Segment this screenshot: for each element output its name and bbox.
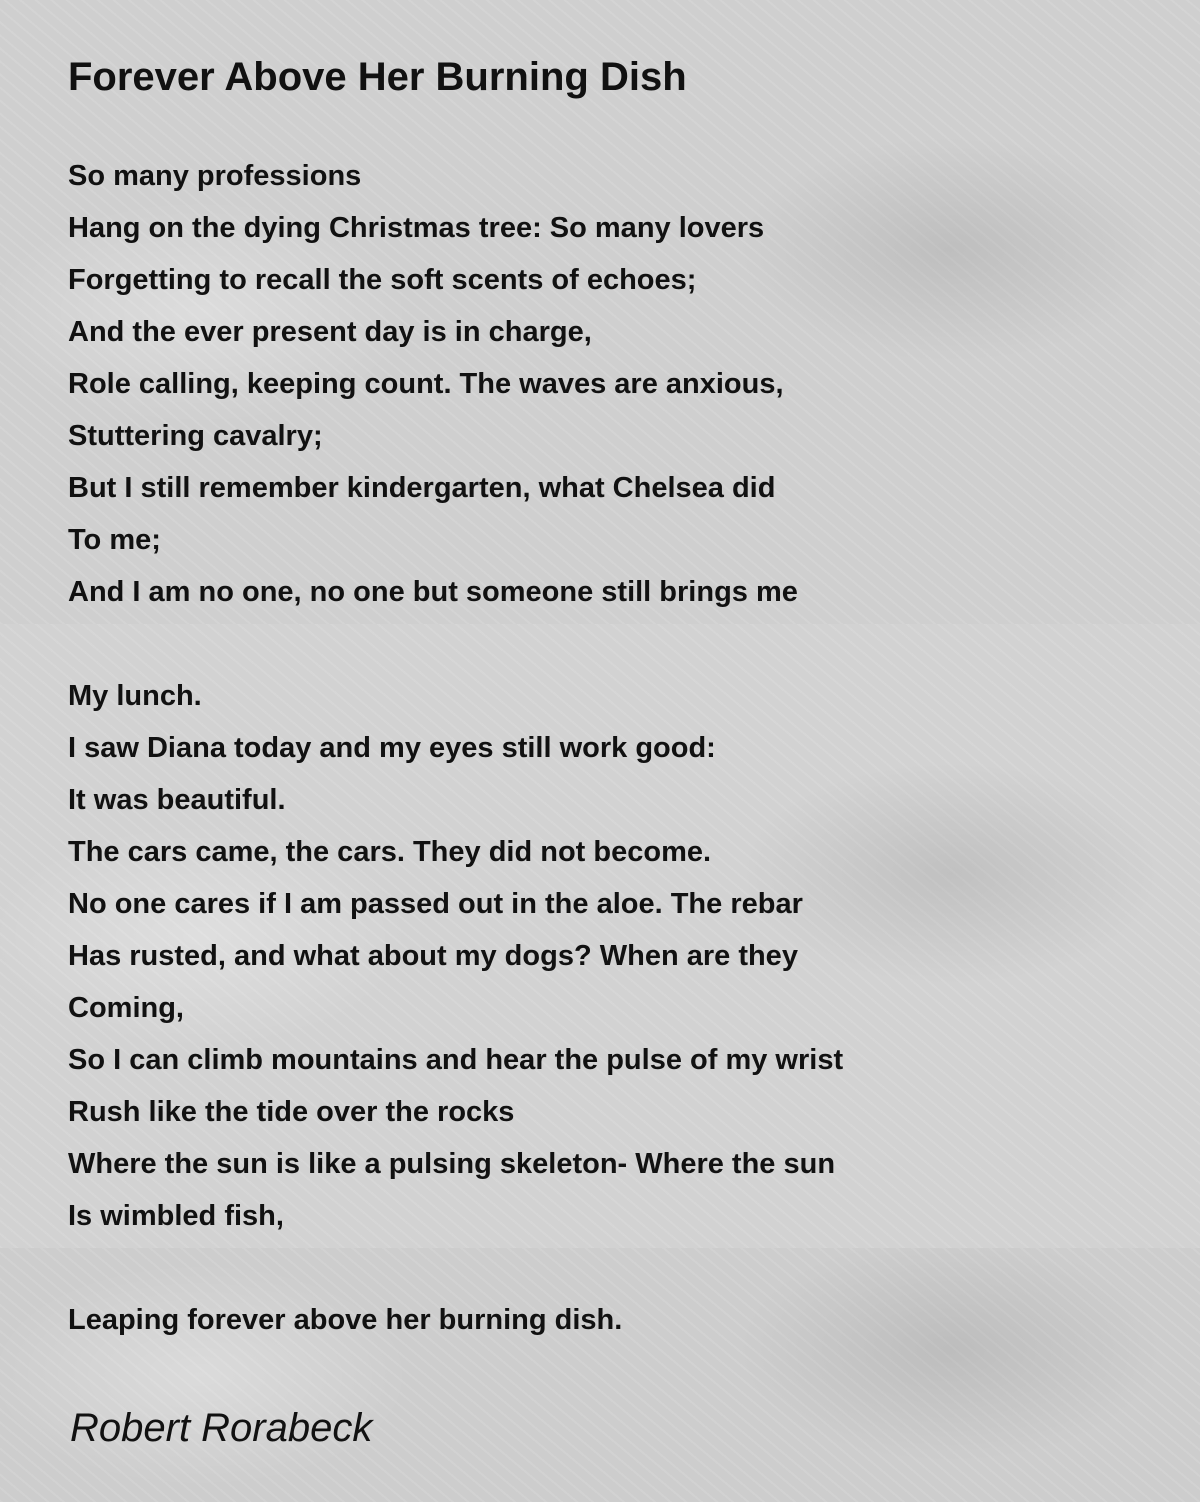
background-panel-bottom [0, 1248, 1200, 1502]
poem-line: The cars came, the cars. They did not become. [68, 836, 712, 868]
poem-line: Is wimbled fish, [68, 1200, 284, 1232]
poem-line: To me; [68, 524, 161, 556]
poem-line: I saw Diana today and my eyes still work good: [68, 732, 716, 764]
poem-author: Robert Rorabeck [70, 1406, 373, 1450]
stanza-2 [68, 670, 843, 1242]
poem-line: Where the sun is like a pulsing skeleton- Where the sun [68, 1148, 836, 1180]
poem-line: Has rusted, and what about my dogs? When are they [68, 940, 798, 972]
poem-line: Rush like the tide over the rocks [68, 1096, 515, 1128]
stanza-3 [68, 1294, 622, 1346]
poem-line: Leaping forever above her burning dish. [68, 1304, 623, 1336]
poem-line: So I can climb mountains and hear the pulse of my wrist [68, 1044, 844, 1076]
poem-line: Forgetting to recall the soft scents of echoes; [68, 264, 697, 296]
poem-line: And I am no one, no one but someone still brings me [68, 576, 798, 608]
poem-line: But I still remember kindergarten, what Chelsea did [68, 472, 776, 504]
poem-line: Role calling, keeping count. The waves are anxious, [68, 368, 784, 400]
poem-title: Forever Above Her Burning Dish [68, 55, 687, 99]
poem-line: And the ever present day is in charge, [68, 316, 592, 348]
poem-line: Stuttering cavalry; [68, 420, 323, 452]
poem-line: No one cares if I am passed out in the aloe. The rebar [68, 888, 803, 920]
poem-line: My lunch. [68, 680, 202, 712]
poem-line: Coming, [68, 992, 184, 1024]
poem-line: It was beautiful. [68, 784, 286, 816]
stanza-1 [68, 150, 798, 618]
poem-line: Hang on the dying Christmas tree: So many lovers [68, 212, 765, 244]
poem-line: So many professions [68, 160, 362, 192]
